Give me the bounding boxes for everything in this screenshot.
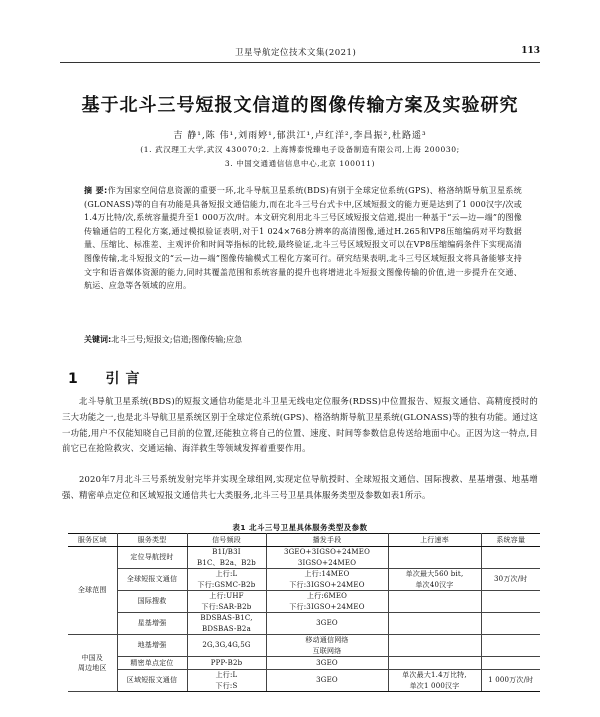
author-list: 吉 静¹,陈 伟¹,刘雨婷¹,郁洪江¹,卢红洋²,李昌振²,杜路遥³ xyxy=(173,131,427,141)
rate-line: 单次最大1.4万比特, xyxy=(402,671,467,679)
abstract-text: 作为国家空间信息资源的重要一环,北斗导航卫星系统(BDS)有别于全球定位系统(GPS)、格洛纳斯导航卫星系统(GLONASS)等的自有功能是具备短报文通信能力,而在北斗三号台式卡中,区域短报文的能力更是达到了1 000汉字/次或1.4万比特/次,系统容量提升至1 000万次/时。本文研究利用北斗三号区域短报文信道,提出一种基于“云—边—端”的图像传输通信的工程化方案,通过模拟验证表明,对于1 024×768分辨率的高清图像,通过H.265和VP8压缩编码对平均数据量、压缩比、标准差、主观评价和时间等指标的比较,最终验证,北斗三号区域短报文可以在VP8压缩编码条件下实现高清图像传输,北斗短报文的“云—边—端”图像传输模式工程化方案可行。研究结果表明,北斗三号区域短报文将具备能够支持文字和语音媒体资源的能力,同时其覆盖范围和系统容量的提升也将增进北斗短报文图像传输的价值,进一步提升在交通、航运、应急等各领域的应用。 xyxy=(84,186,523,291)
keywords-text: 北斗三号;短报文;信道;图像传输;应急 xyxy=(111,335,242,344)
band-line: BDSBAS-B2a xyxy=(202,624,251,633)
broadcast-cell: 3GEO xyxy=(266,613,388,635)
band-cell xyxy=(187,670,266,692)
table-header-row xyxy=(68,534,540,547)
band-cell xyxy=(187,569,266,591)
broadcast-line: 移动通信网络 xyxy=(305,636,349,644)
capacity-cell xyxy=(481,591,540,613)
rate-line: 单次1 000汉字 xyxy=(409,681,460,690)
broadcast-cell xyxy=(266,569,388,591)
broadcast-cell: 3GEO xyxy=(266,670,388,692)
type-cell: 星基增强 xyxy=(117,613,187,635)
capacity-cell: 1 000万次/时 xyxy=(481,670,540,692)
band-line: B1C、B2a、B2b xyxy=(196,558,256,567)
broadcast-line: 上行:14MEO xyxy=(304,570,350,578)
capacity-cell xyxy=(481,657,540,670)
band-line: 下行:S xyxy=(215,681,238,690)
band-cell xyxy=(187,547,266,569)
table-row xyxy=(68,547,540,569)
band-cell: 2G,3G,4G,5G xyxy=(187,635,266,657)
table-row xyxy=(68,613,540,635)
band-line: 上行:L xyxy=(215,570,238,578)
band-line: BDSBAS-B1C, xyxy=(200,614,253,622)
table-row xyxy=(68,569,540,591)
rate-cell xyxy=(388,569,481,591)
capacity-cell xyxy=(481,547,540,569)
band-line: 下行:SAR-B2b xyxy=(201,602,252,611)
journal-name: 卫星导航定位技术文集(2021) xyxy=(235,48,357,58)
col-header: 服务类型 xyxy=(117,534,187,547)
region-line: 周边地区 xyxy=(77,664,107,672)
rate-cell xyxy=(388,670,481,692)
broadcast-cell xyxy=(266,547,388,569)
table-row xyxy=(68,635,540,657)
col-header: 信号频段 xyxy=(187,534,266,547)
table-row xyxy=(68,670,540,692)
table-caption: 表1 北斗三号卫星具体服务类型及参数 xyxy=(232,523,368,532)
col-header: 系统容量 xyxy=(481,534,540,547)
broadcast-line: 下行:3IGSO+24MEO xyxy=(289,580,365,589)
col-header: 服务区域 xyxy=(68,534,117,547)
broadcast-line: 3IGSO+24MEO xyxy=(297,558,357,567)
rate-cell xyxy=(388,635,481,657)
broadcast-cell: 3GEO xyxy=(266,657,388,670)
broadcast-line: 上行:6MEO xyxy=(306,592,348,600)
type-cell: 精密单点定位 xyxy=(117,657,187,670)
band-line: B1I/B3I xyxy=(212,548,241,556)
capacity-cell xyxy=(481,635,540,657)
table-row xyxy=(68,591,540,613)
broadcast-cell xyxy=(266,635,388,657)
rate-line: 单次40汉字 xyxy=(415,580,454,589)
band-line: 上行:L xyxy=(215,671,238,679)
type-cell: 全球短报文通信 xyxy=(117,569,187,591)
region-cell xyxy=(68,635,117,692)
capacity-cell xyxy=(481,613,540,635)
type-cell: 定位导航授时 xyxy=(117,547,187,569)
band-cell: PPP-B2b xyxy=(187,657,266,670)
section-heading xyxy=(68,368,146,388)
article-title: 基于北斗三号短报文信道的图像传输方案及实验研究 xyxy=(81,95,519,116)
region-cell: 全球范围 xyxy=(68,547,117,635)
header-rule xyxy=(60,62,540,63)
keywords-label: 关键词: xyxy=(84,335,112,344)
broadcast-line: 互联网络 xyxy=(312,646,342,655)
rate-cell xyxy=(388,613,481,635)
type-cell: 区域短报文通信 xyxy=(117,670,187,692)
section-number: 1 xyxy=(68,371,84,387)
broadcast-cell xyxy=(266,591,388,613)
band-line: 上行:UHF xyxy=(209,592,244,600)
running-head xyxy=(60,46,540,60)
band-line: 下行:GSMC-B2b xyxy=(197,580,256,589)
affiliation-line-1: (1. 武汉理工大学,武汉 430070;2. 上海博泰悦臻电子设备制造有限公司,上海 200030; xyxy=(140,145,460,154)
type-cell: 地基增强 xyxy=(117,635,187,657)
intro-paragraph-1: 北斗导航卫星系统(BDS)的短报文通信功能是北斗卫星无线电定位服务(RDSS)中位置报告、短报文通信、高精度授时的三大功能之一,也是北斗导航卫星系统区别于全球定位系统(GPS)、格洛纳斯导航卫星系统(GLONASS)等的独有功能。通过这一功能,用户不仅能知晓自己目前的位置,还能独立将自己的位置、速度、时间等参数信息传送给地面中心。正因为这一特点,目前它已在抢险救灾、交通运输、海洋救生等领域发挥着重要作用。 xyxy=(62,396,538,454)
broadcast-line: 3GEO+3IGSO+24MEO xyxy=(283,548,371,556)
affiliation-line-2: 3. 中国交通通信信息中心,北京 100011) xyxy=(224,159,376,168)
rate-cell xyxy=(388,547,481,569)
region-line: 中国及 xyxy=(81,653,104,662)
col-header: 播发手段 xyxy=(266,534,388,547)
service-table xyxy=(68,533,540,692)
keywords xyxy=(84,334,522,345)
page-number: 113 xyxy=(521,46,540,56)
rate-line: 单次最大560 bit, xyxy=(405,570,464,578)
band-cell xyxy=(187,591,266,613)
col-header: 上行速率 xyxy=(388,534,481,547)
intro-paragraph-2: 2020年7月北斗三号系统发射完毕并实现全球组网,实现定位导航授时、全球短报文通信、国际搜救、星基增强、地基增强、精密单点定位和区域短报文通信共七大类服务,北斗三号卫星具体服务类型及参数如表1所示。 xyxy=(62,474,538,500)
table-row xyxy=(68,657,540,670)
band-cell xyxy=(187,613,266,635)
rate-cell xyxy=(388,657,481,670)
section-title: 引言 xyxy=(105,371,146,387)
capacity-cell: 30万次/时 xyxy=(481,569,540,591)
abstract-label: 摘 要: xyxy=(84,186,108,195)
broadcast-line: 下行:3IGSO+24MEO xyxy=(289,602,365,611)
abstract xyxy=(84,184,522,293)
type-cell: 国际搜救 xyxy=(117,591,187,613)
rate-cell xyxy=(388,591,481,613)
